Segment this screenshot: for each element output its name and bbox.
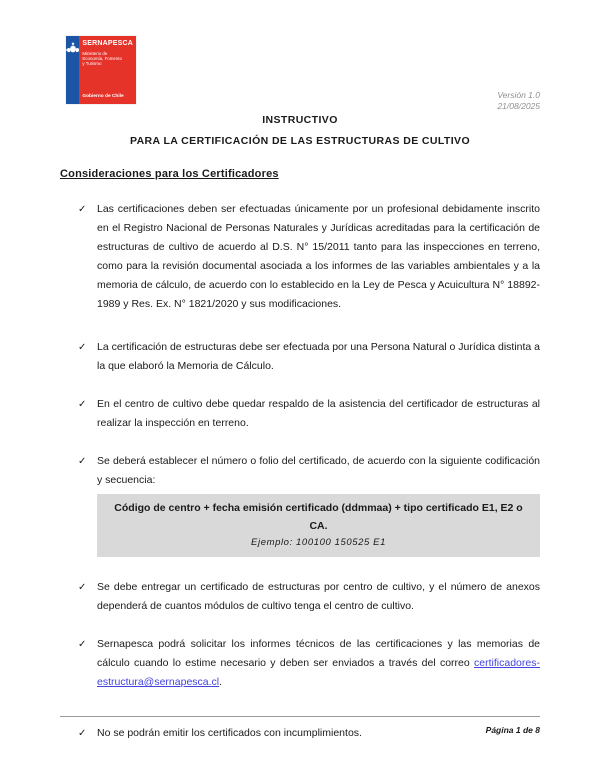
list-item-text bbox=[97, 635, 540, 692]
list-item-text: La certificación de estructuras debe ser efectuada por una Persona Natural o Jurídica distinta a la que elaboró la Memoria de Cálculo. bbox=[97, 341, 541, 372]
list-item bbox=[60, 338, 540, 376]
version-date: 21/08/2025 bbox=[497, 101, 540, 111]
certificadores-email-link[interactable]: certificadores-estructura@sernapesca.cl bbox=[97, 657, 540, 688]
list-item-text: No se podrán emitir los certificados con incumplimientos. bbox=[97, 727, 362, 739]
list-item-text: En el centro de cultivo debe quedar respaldo de la asistencia del certificador de estructuras al realizar la inspección en terreno. bbox=[97, 398, 540, 429]
logo-blue-stripe bbox=[66, 36, 79, 104]
version-block bbox=[497, 90, 540, 112]
checkmark-icon: ✓ bbox=[78, 342, 87, 353]
checkmark-icon: ✓ bbox=[78, 639, 87, 650]
list-item bbox=[60, 635, 540, 692]
document-title-line1: INSTRUCTIVO bbox=[262, 114, 338, 126]
document-title bbox=[60, 110, 540, 152]
version-label: Versión 1.0 bbox=[497, 90, 540, 100]
checkmark-icon: ✓ bbox=[78, 582, 87, 593]
sernapesca-logo bbox=[66, 36, 136, 104]
chile-coat-of-arms-icon bbox=[65, 42, 81, 54]
section-heading: Consideraciones para los Certificadores bbox=[60, 168, 279, 180]
page-number: Página 1 de 8 bbox=[485, 725, 540, 735]
checkmark-icon: ✓ bbox=[78, 399, 87, 410]
list-item-text bbox=[97, 452, 540, 557]
list-item bbox=[60, 578, 540, 616]
list-item bbox=[60, 200, 540, 314]
document-title-line2: PARA LA CERTIFICACIÓN DE LAS ESTRUCTURAS DE CULTIVO bbox=[129, 135, 471, 147]
list-item-text: . bbox=[219, 676, 223, 688]
list-item bbox=[60, 395, 540, 433]
certificate-code-box bbox=[97, 494, 540, 557]
page-footer bbox=[60, 716, 540, 738]
certificate-code-rule: Código de centro + fecha emisión certificado (ddmmaa) + tipo certificado E1, E2 o CA. bbox=[114, 502, 523, 532]
checkmark-icon: ✓ bbox=[78, 728, 87, 739]
checkmark-icon: ✓ bbox=[78, 204, 87, 215]
logo-red-panel bbox=[79, 36, 136, 104]
logo-brand-text: SERNAPESCA bbox=[82, 40, 133, 47]
logo-ministry-text: Ministerio de Economía, Fomento y Turismo bbox=[82, 51, 122, 67]
logo-government-text: Gobierno de Chile bbox=[82, 94, 124, 99]
checkmark-icon: ✓ bbox=[78, 456, 87, 467]
list-item-text: Las certificaciones deben ser efectuadas únicamente por un profesional debidamente inscrito en el Registro Nacional de Personas Naturales y Jurídicas acreditadas para la certificación de estructuras de cultivo de acuerdo al D.S. N° 15/2011 tanto para las inspecciones en terreno, como para la revisión documental asociada a los informes de las variables ambientales y a la memoria de cálculo, de acuerdo con lo establecido en la Ley de Pesca y Acuicultura N° 18892-1989 y Res. Ex. N° 1821/2020 y sus modificaciones. bbox=[97, 203, 540, 310]
considerations-list bbox=[60, 200, 540, 743]
list-item-text: Se deberá establecer el número o folio del certificado, de acuerdo con la siguiente codificación y secuencia: bbox=[97, 455, 540, 486]
list-item bbox=[60, 452, 540, 557]
list-item-text: Sernapesca podrá solicitar los informes técnicos de las certificaciones y las memorias de cálculo cuando lo estime necesario y deben ser enviados a través del correo bbox=[97, 638, 540, 669]
list-item-text: Se debe entregar un certificado de estructuras por centro de cultivo, y el número de anexos dependerá de cuantos módulos de cultivo tenga el centro de cultivo. bbox=[97, 581, 540, 612]
certificate-code-example: Ejemplo: 100100 150525 E1 bbox=[251, 537, 386, 548]
